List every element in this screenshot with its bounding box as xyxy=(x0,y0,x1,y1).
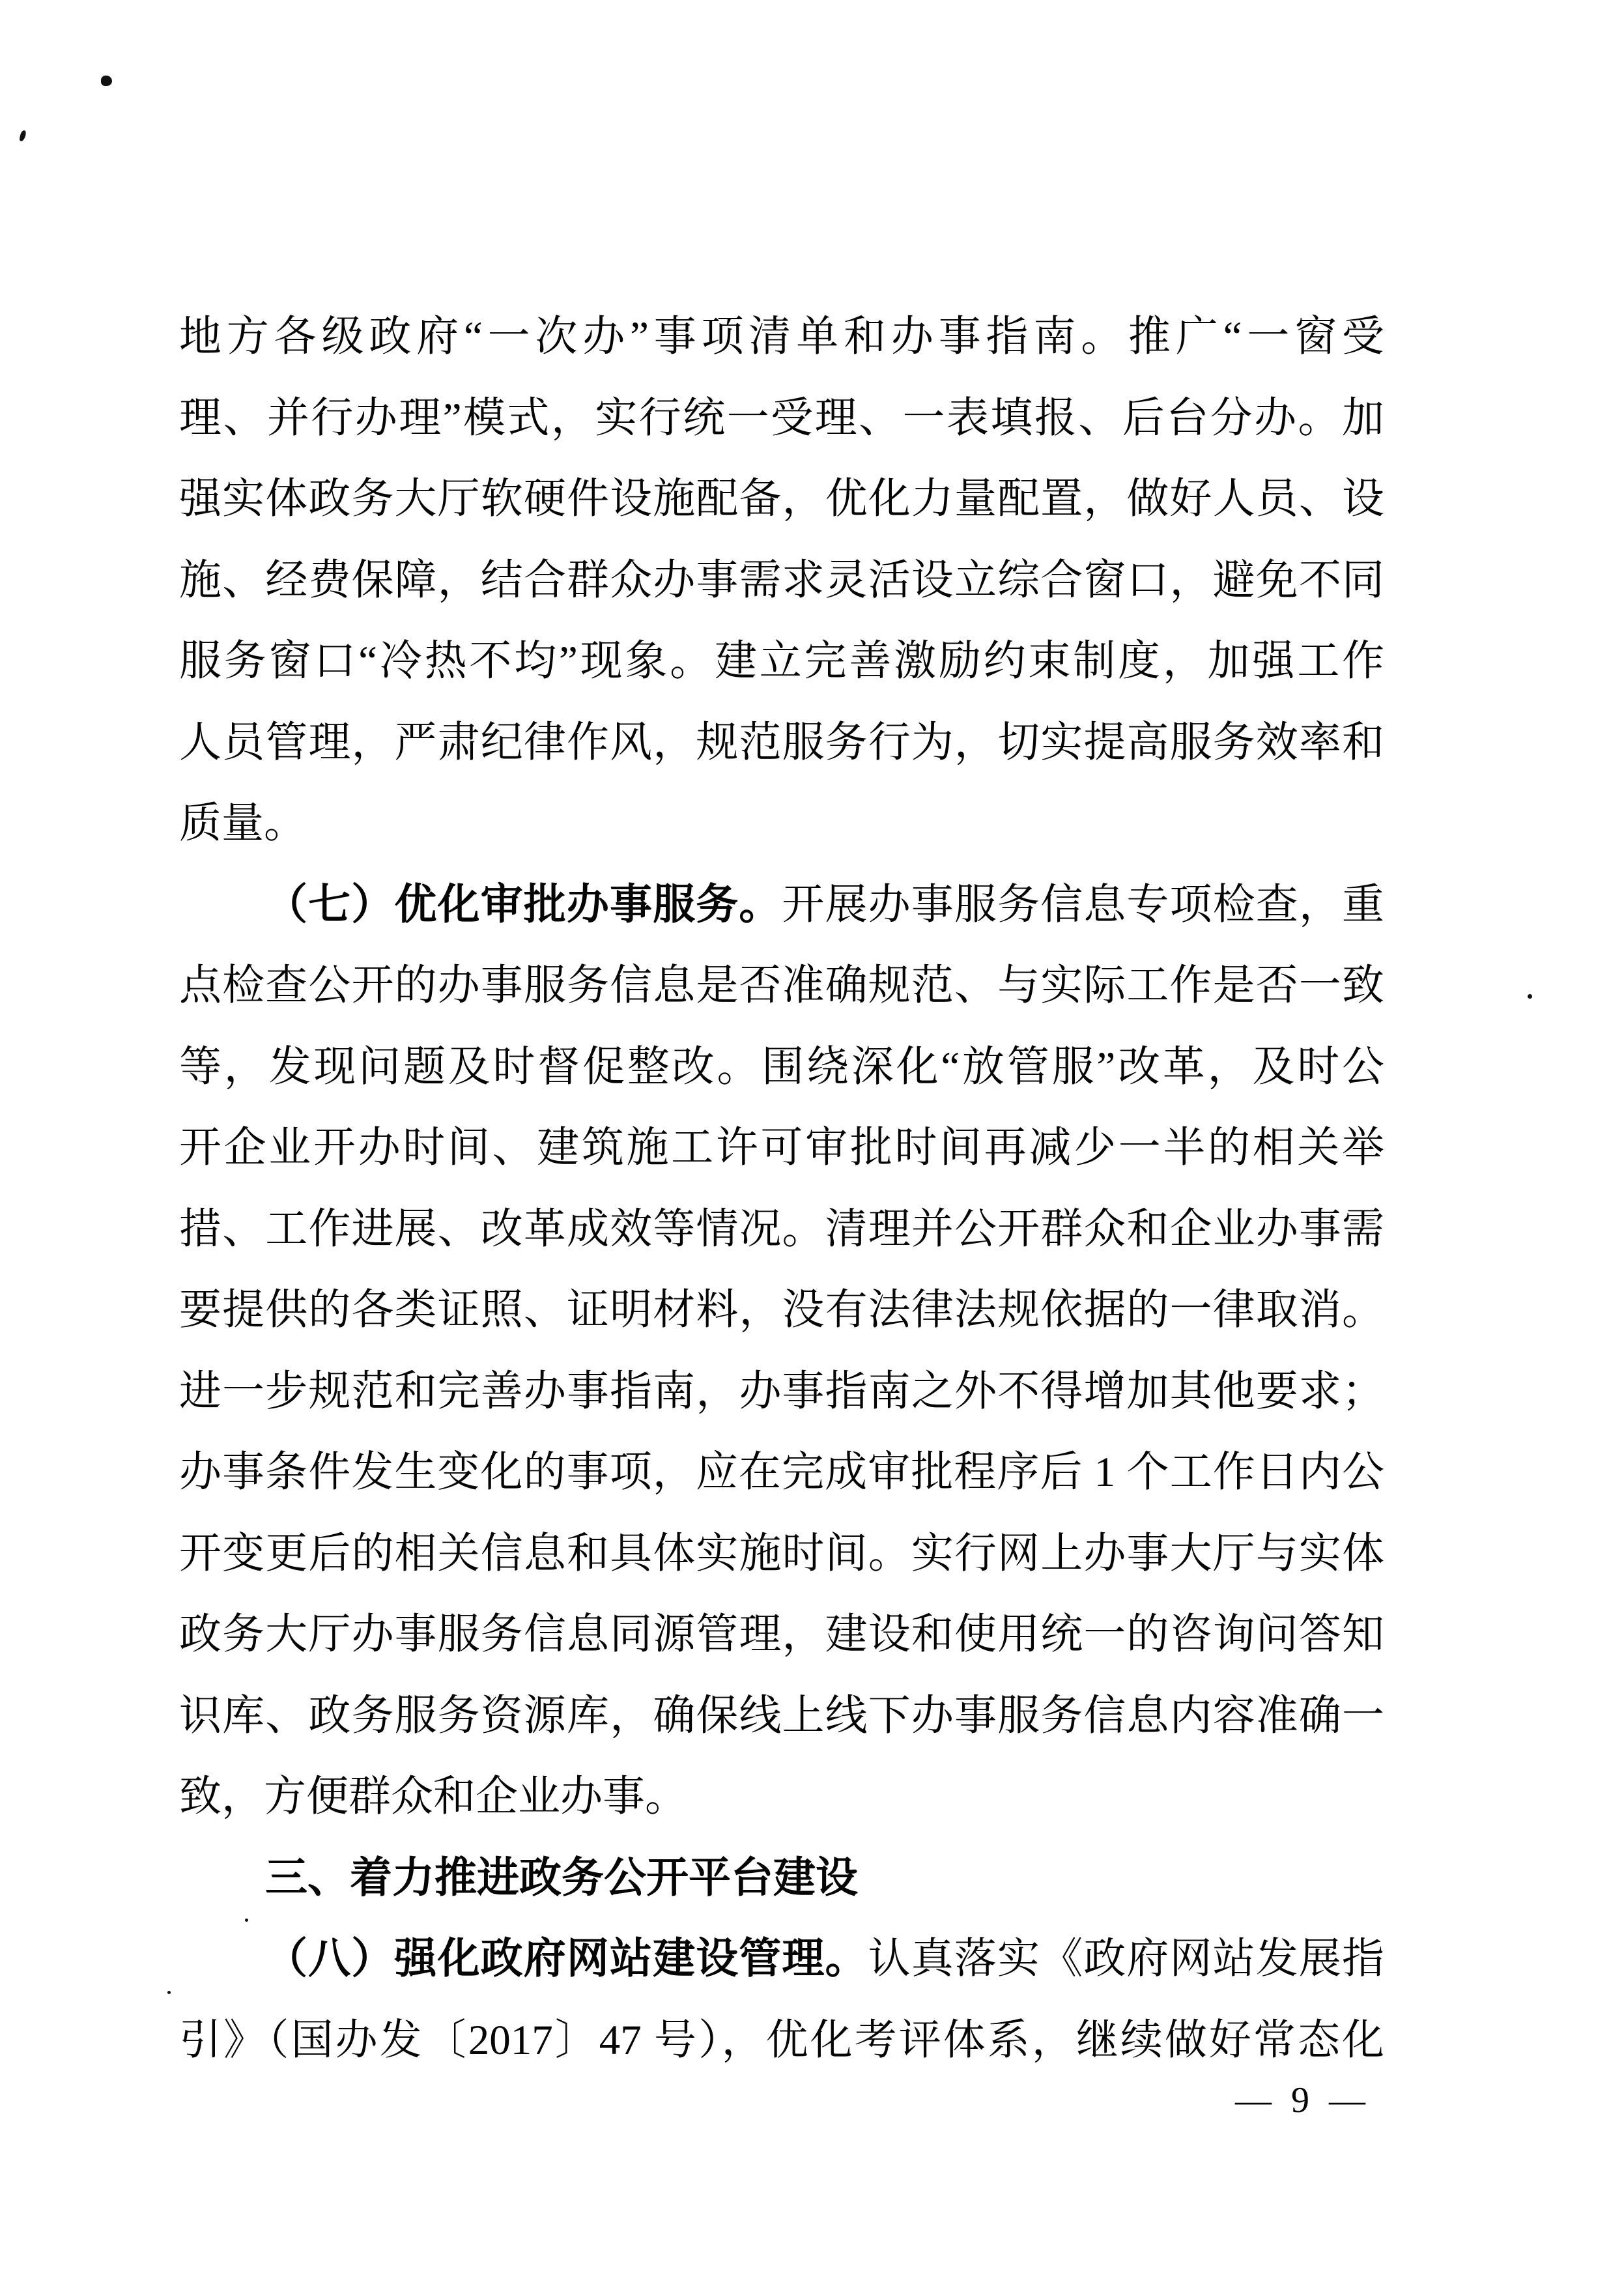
text-run: 开企业开办时间、建筑施工许可审批时间再减少一半的相关举 xyxy=(179,1124,1384,1171)
text-line xyxy=(179,1838,1384,1919)
text-run: 服务窗口“冷热不均”现象。建立完善激励约束制度，加强工作 xyxy=(179,638,1384,685)
text-line xyxy=(179,864,1384,946)
text-run: 等，发现问题及时督促整改。围绕深化“放管服”改革，及时公 xyxy=(179,1043,1384,1091)
text-line xyxy=(179,1189,1384,1270)
text-run: 施、经费保障，结合群众办事需求灵活设立综合窗口，避免不同 xyxy=(179,556,1384,604)
text-run: 开变更后的相关信息和具体实施时间。实行网上办事大厅与实体 xyxy=(179,1530,1384,1577)
text-run: 要提供的各类证照、证明材料，没有法律法规依据的一律取消。 xyxy=(179,1287,1384,1334)
text-line xyxy=(179,1513,1384,1595)
text-line xyxy=(179,378,1384,459)
text-line xyxy=(179,1756,1384,1838)
text-line xyxy=(179,1270,1384,1351)
text-run-bold: 三、着力推进政务公开平台建设 xyxy=(265,1854,859,1902)
text-line xyxy=(179,783,1384,864)
text-line xyxy=(179,1676,1384,1757)
text-line xyxy=(179,1432,1384,1513)
text-run: 进一步规范和完善办事指南，办事指南之外不得增加其他要求； xyxy=(179,1367,1384,1415)
text-run: 点检查公开的办事服务信息是否准确规范、与实际工作是否一致 xyxy=(179,962,1384,1009)
text-line xyxy=(179,540,1384,621)
text-run: 开展办事服务信息专项检查，重 xyxy=(782,881,1384,928)
text-line xyxy=(179,1919,1384,2000)
text-line xyxy=(179,1027,1384,1108)
text-run: 人员管理，严肃纪律作风，规范服务行为，切实提高服务效率和 xyxy=(179,719,1384,766)
text-line xyxy=(179,702,1384,784)
scan-artifact xyxy=(101,76,112,86)
text-run: 政务大厅办事服务信息同源管理，建设和使用统一的咨询问答知 xyxy=(179,1611,1384,1658)
text-run: 理、并行办理”模式，实行统一受理、一表填报、后台分办。加 xyxy=(179,394,1384,442)
scan-artifact xyxy=(1528,994,1532,999)
text-run: 地方各级政府“一次办”事项清单和办事指南。推广“一窗受 xyxy=(179,313,1384,360)
document-body xyxy=(179,296,1384,2081)
page-number: — 9 — xyxy=(1235,2080,1371,2120)
text-line xyxy=(179,296,1384,378)
text-line xyxy=(179,459,1384,540)
text-run: 识库、政务服务资源库，确保线上线下办事服务信息内容准确一 xyxy=(179,1692,1384,1739)
text-run: 致，方便群众和企业办事。 xyxy=(179,1773,688,1820)
text-run: 措、工作进展、改革成效等情况。清理并公开群众和企业办事需 xyxy=(179,1205,1384,1253)
scan-artifact xyxy=(19,130,26,141)
text-run-bold: （八）强化政府网站建设管理。 xyxy=(265,1935,868,1982)
text-line xyxy=(179,621,1384,702)
text-line xyxy=(179,2000,1384,2081)
text-line xyxy=(179,945,1384,1027)
text-run-bold: （七）优化审批办事服务。 xyxy=(265,881,782,928)
text-line xyxy=(179,1351,1384,1433)
text-run: 认真落实《政府网站发展指 xyxy=(868,1935,1384,1982)
text-run: 强实体政务大厅软硬件设施配备，优化力量配置，做好人员、设 xyxy=(179,476,1384,522)
text-line xyxy=(179,1594,1384,1676)
scan-artifact xyxy=(167,1991,171,1994)
text-run: 质量。 xyxy=(179,800,307,847)
text-run: 引》（国办发〔2017〕47 号），优化考评体系，继续做好常态化 xyxy=(179,2016,1384,2064)
text-line xyxy=(179,1107,1384,1189)
text-run: 办事条件发生变化的事项，应在完成审批程序后 1 个工作日内公 xyxy=(179,1449,1384,1496)
